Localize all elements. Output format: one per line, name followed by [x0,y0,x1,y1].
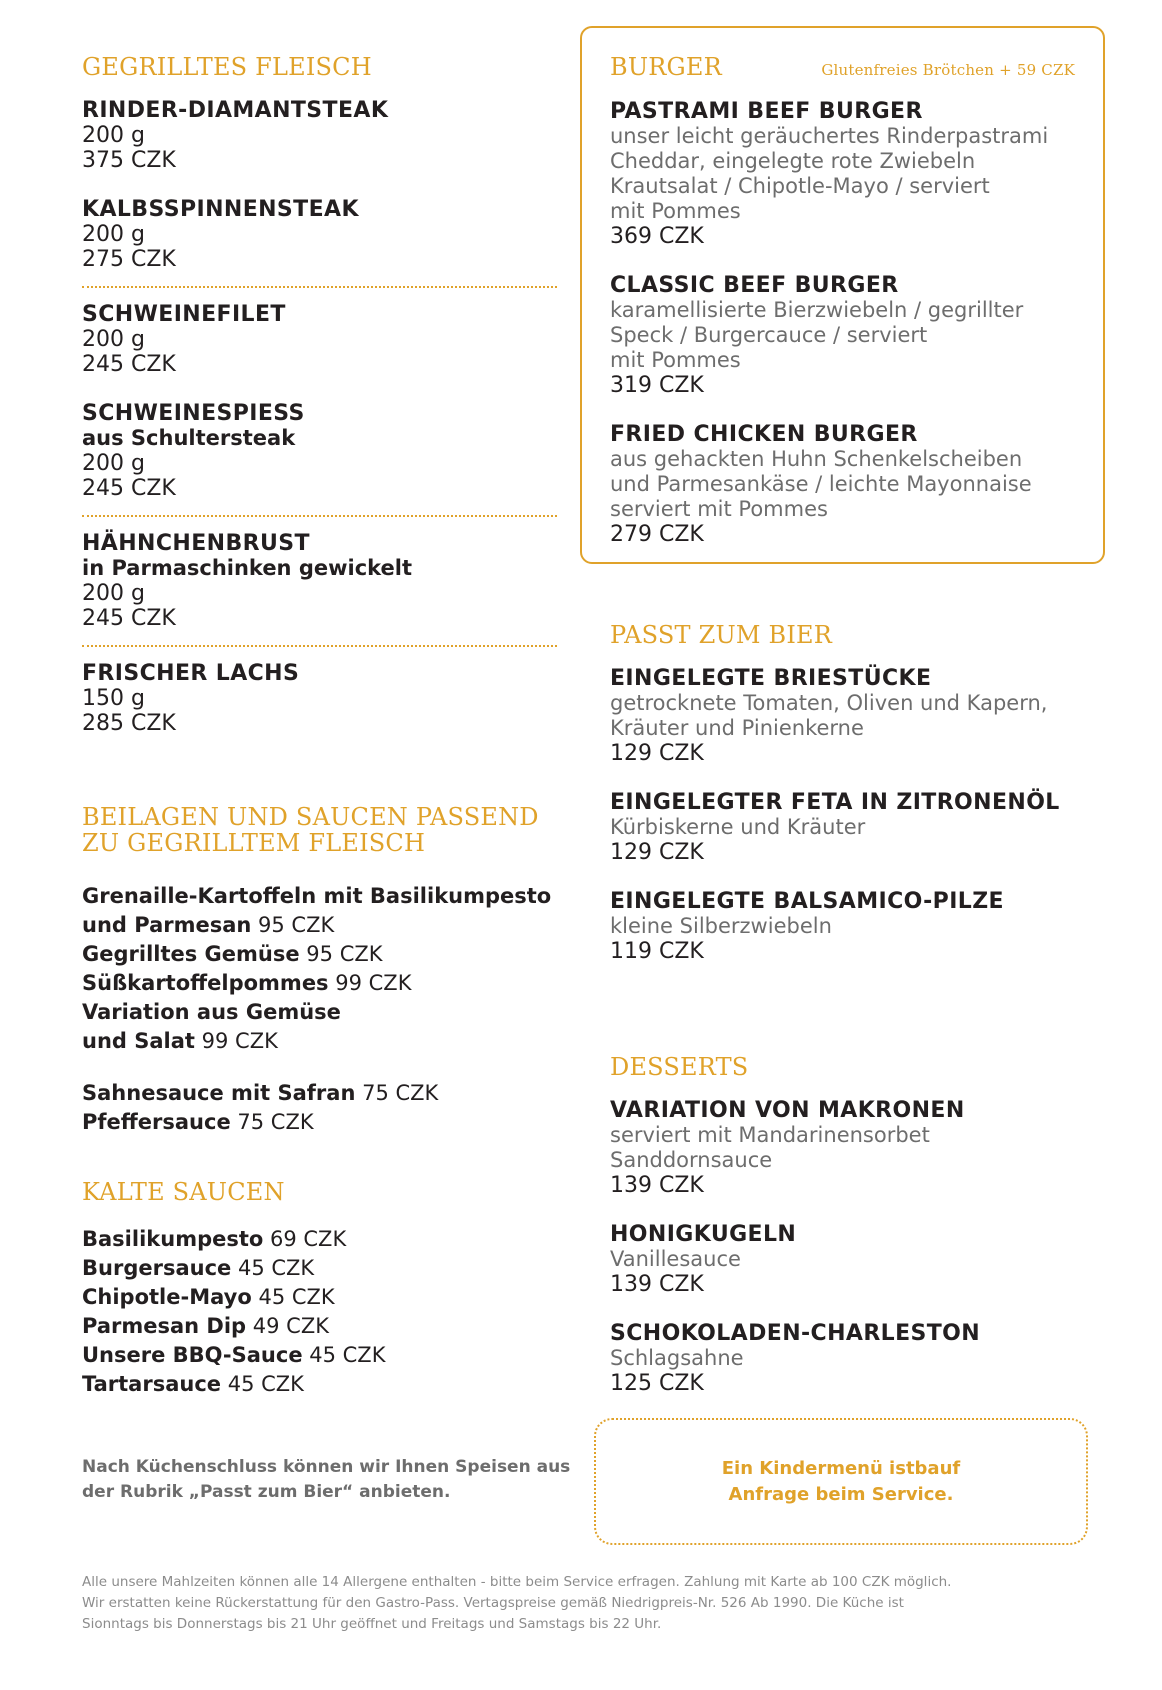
item-desc: karamellisierte Bierzwiebeln / gegrillter [610,298,1024,322]
heading-line: BEILAGEN UND SAUCEN PASSEND [82,803,539,831]
sauce-name: Basilikumpesto [82,1227,264,1251]
sauce-price: 75 CZK [237,1110,314,1134]
item-name: VARIATION VON MAKRONEN [610,1098,965,1123]
item-price: 125 CZK [610,1371,704,1396]
menu-item [82,302,557,377]
item-desc: Krautsalat / Chipotle-Mayo / serviert [610,174,990,198]
sauce-price: 45 CZK [237,1256,315,1280]
side-price: 95 CZK [306,942,383,966]
item-weight: 150 g [82,686,145,711]
side-name: und Salat [82,1029,195,1053]
item-subtitle: aus Schultersteak [82,426,296,450]
item-name: RINDER-DIAMANTSTEAK [82,98,389,123]
item-desc: Kürbiskerne und Kräuter [610,815,866,839]
item-desc: unser leicht geräuchertes Rinderpastrami [610,124,1049,148]
sauce-price: 45 CZK [258,1285,335,1309]
item-name: FRIED CHICKEN BURGER [610,422,918,447]
divider [82,286,557,288]
item-weight: 200 g [82,327,145,352]
item-desc: Sanddornsauce [610,1148,773,1172]
section-heading-sides [82,804,557,856]
sauce-price: 75 CZK [362,1081,439,1105]
sauce-name: Sahnesauce mit Safran [82,1081,356,1105]
menu-item [82,197,557,272]
item-price: 319 CZK [610,373,704,398]
list-item [82,911,557,940]
menu-item [610,422,1075,547]
item-name: SCHWEINEFILET [82,302,286,327]
item-desc: mit Pommes [610,199,741,223]
side-price: 95 CZK [258,913,335,937]
menu-item [610,1222,1080,1297]
menu-item [610,99,1075,249]
item-desc: getrocknete Tomaten, Oliven und Kapern, [610,691,1048,715]
item-desc: Kräuter und Pinienkerne [610,716,864,740]
sauce-name: Tartarsauce [82,1372,222,1396]
item-desc: Vanillesauce [610,1247,741,1271]
side-price: 99 CZK [201,1029,278,1053]
menu-item [610,666,1080,766]
side-name: Gegrilltes Gemüse [82,942,300,966]
menu-item [610,273,1075,398]
item-desc: mit Pommes [610,348,741,372]
right-column [610,622,1080,1420]
item-price: 285 CZK [82,711,176,736]
section-heading-beer: PASST ZUM BIER [610,621,832,649]
item-desc: serviert mit Mandarinensorbet [610,1123,930,1147]
item-price: 245 CZK [82,352,176,377]
sauce-name: Parmesan Dip [82,1314,247,1338]
item-name: PASTRAMI BEEF BURGER [610,99,923,124]
item-name: HÄHNCHENBRUST [82,531,310,556]
section-heading-grill: GEGRILLTES FLEISCH [82,53,372,81]
menu-item [82,531,557,631]
kids-note-line: Anfrage beim Service. [728,1483,954,1505]
item-name: CLASSIC BEEF BURGER [610,273,899,298]
divider [82,645,557,647]
side-name: Variation aus Gemüse [82,1000,341,1024]
list-item [82,1341,557,1370]
list-item [82,1312,557,1341]
item-price: 369 CZK [610,224,704,249]
heading-text: BURGER [610,53,722,81]
list-item [82,882,557,911]
sauce-name: Chipotle-Mayo [82,1285,252,1309]
item-desc: serviert mit Pommes [610,497,828,521]
item-desc: Schlagsahne [610,1346,744,1370]
side-name: und Parmesan [82,913,252,937]
item-weight: 200 g [82,581,145,606]
sauce-name: Burgersauce [82,1256,232,1280]
item-name: KALBSSPINNENSTEAK [82,197,359,222]
sauce-name: Unsere BBQ-Sauce [82,1343,303,1367]
list-item [82,1283,557,1312]
sauce-price: 69 CZK [270,1227,347,1251]
menu-item [610,1321,1080,1396]
side-price: 99 CZK [335,971,412,995]
item-desc: Cheddar, eingelegte rote Zwiebeln [610,149,976,173]
section-heading-desserts: DESSERTS [610,1053,749,1081]
item-price: 279 CZK [610,522,704,547]
footer-line: Alle unsere Mahlzeiten können alle 14 Allergene enthalten - bitte beim Service erfragen. Zahlung mit Karte ab 100 CZK möglich. [82,1574,952,1590]
item-desc: und Parmesankäse / leichte Mayonnaise [610,472,1032,496]
menu-item [82,661,557,736]
list-item [82,969,557,998]
list-item [82,1225,557,1254]
heading-line: ZU GEGRILLTEM FLEISCH [82,829,426,857]
item-price: 245 CZK [82,606,176,631]
section-heading-burger [610,54,1075,83]
item-price: 129 CZK [610,741,704,766]
item-name: FRISCHER LACHS [82,661,300,686]
menu-item [82,401,557,501]
burger-box [580,26,1105,564]
footer-line: Wir erstatten keine Rückerstattung für den Gastro-Pass. Vertagspreise gemäß Niedrigpreis-Nr. 526 Ab 1990. Die Küche ist [82,1595,904,1611]
divider [82,515,557,517]
item-subtitle: in Parmaschinken gewickelt [82,556,413,580]
section-heading-cold-sauces: KALTE SAUCEN [82,1178,285,1206]
list-item [82,1370,557,1399]
list-item [82,1108,557,1137]
item-price: 139 CZK [610,1173,704,1198]
list-item [82,1027,557,1056]
kitchen-note [82,1455,582,1505]
item-name: EINGELEGTER FETA IN ZITRONENÖL [610,790,1060,815]
item-price: 275 CZK [82,247,176,272]
item-price: 119 CZK [610,939,704,964]
side-name: Süßkartoffelpommes [82,971,329,995]
note-line: Nach Küchenschluss können wir Ihnen Speisen aus [82,1457,571,1477]
note-line: der Rubrik „Passt zum Bier“ anbieten. [82,1482,451,1502]
item-price: 375 CZK [82,148,176,173]
item-price: 129 CZK [610,840,704,865]
menu-item [610,1098,1080,1198]
item-name: EINGELEGTE BRIESTÜCKE [610,666,932,691]
item-desc: aus gehackten Huhn Schenkelscheiben [610,447,1023,471]
item-name: HONIGKUGELN [610,1222,797,1247]
item-desc: kleine Silberzwiebeln [610,914,832,938]
menu-item [610,790,1080,865]
list-item [82,1254,557,1283]
sauce-price: 45 CZK [227,1372,304,1396]
item-desc: Speck / Burgercauce / serviert [610,323,928,347]
item-name: EINGELEGTE BALSAMICO-PILZE [610,889,1004,914]
list-item [82,998,557,1027]
kids-menu-box [594,1418,1088,1545]
list-item [82,1079,557,1108]
sauce-price: 45 CZK [309,1343,386,1367]
left-column [82,54,557,1399]
item-name: SCHOKOLADEN-CHARLESTON [610,1321,981,1346]
item-name: SCHWEINESPIESS [82,401,305,426]
item-price: 139 CZK [610,1272,704,1297]
menu-item [610,889,1080,964]
sauce-name: Pfeffersauce [82,1110,231,1134]
item-weight: 200 g [82,451,145,476]
footer-line: Sionntags bis Donnerstags bis 21 Uhr geöffnet und Freitags und Samstags bis 22 Uhr. [82,1616,662,1632]
gluten-free-note: Glutenfreies Brötchen + 59 CZK [821,61,1075,79]
sauce-price: 49 CZK [252,1314,329,1338]
list-item [82,940,557,969]
side-name: Grenaille-Kartoffeln mit Basilikumpesto [82,884,552,908]
item-weight: 200 g [82,222,145,247]
menu-item [82,98,557,173]
item-price: 245 CZK [82,476,176,501]
kids-note-line: Ein Kindermenü istbauf [721,1457,961,1479]
item-weight: 200 g [82,123,145,148]
footer-disclaimer [82,1572,1082,1635]
